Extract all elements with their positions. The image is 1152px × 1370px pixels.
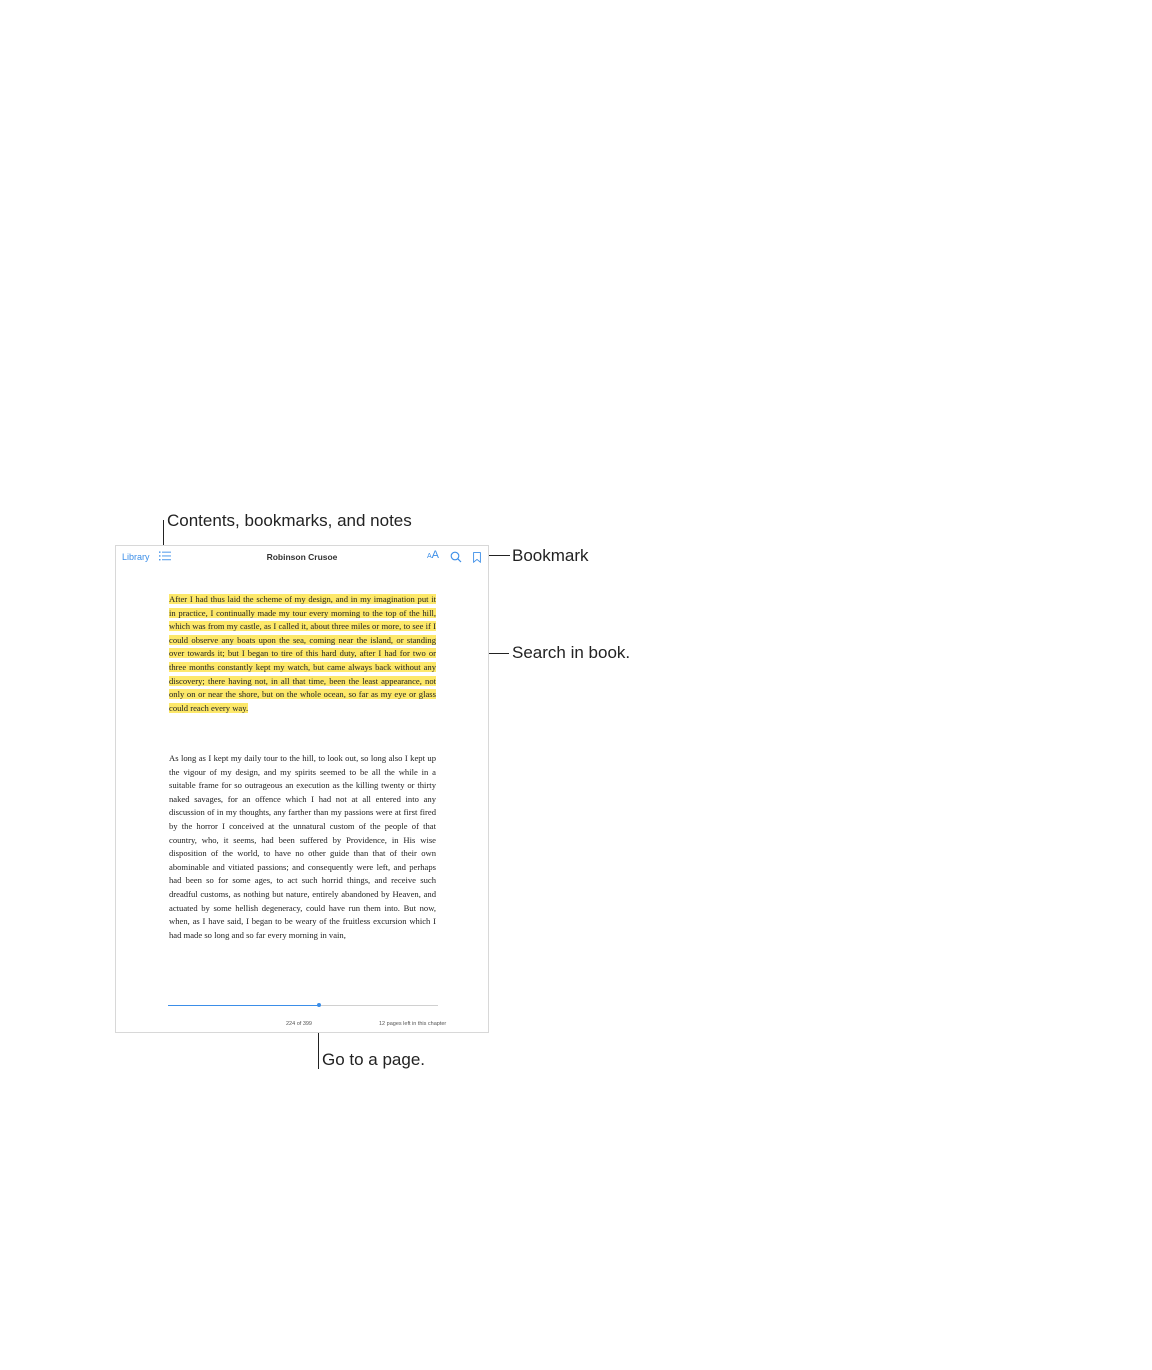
body-paragraph: As long as I kept my daily tour to the hill, to look out, so long also I kept up the vigour of my design, and my spirits seemed to be all the while in a suitable frame for so outrageous an execution as the killing twenty or thirty naked savages, for an offence which I had not at all entered into any discussion of in my thoughts, any farther than my passions were at first fired by the horror I conceived at the unnatural custom of the people of that country, who, it seems, had been suffered by Providence, in His wise disposition of the world, to have no other guide than that of their own abominable and vitiated passions; and consequently were left, and perhaps had been so for some ages, to act such horrid things, and receive such dreadful customs, as nothing but nature, entirely abandoned by Heaven, and actuated by some hellish degeneracy, could have run them into. But now, when, as I have said, I began to be weary of the fruitless excursion which I had made so long and so far every morning in vain, (169, 753, 436, 940)
contents-callout: Contents, bookmarks, and notes (167, 511, 412, 530)
highlighted-text: After I had thus laid the scheme of my design, and in my imagination put it in practice, I continually made my tour every morning to the top of the hill, which was from my castle, as I called it, about three miles or more, to see if I could observe any boats upon the sea, coming near the island, or standing over towards it; but I began to tire of this hard duty, after I had for two or three months constantly kept my watch, but came always back without any discovery; there having not, in all that time, been the least appearance, not only on or near the shore, but on the whole ocean, so far as my eye or glass could reach every way. (169, 594, 436, 713)
pages-left: 12 pages left in this chapter (379, 1021, 447, 1027)
goto-page-callout: Go to a page. (322, 1050, 426, 1069)
reader-screen (115, 545, 489, 1033)
bookmark-icon[interactable] (473, 552, 481, 563)
bookmark-callout: Bookmark (512, 546, 589, 565)
search-callout: Search in book. (512, 643, 631, 662)
page-position: 224 of 399 (286, 1021, 312, 1027)
font-large-label: A (431, 549, 440, 561)
highlighted-paragraph[interactable] (169, 593, 436, 715)
page-scrubber-fill (168, 1005, 319, 1006)
search-icon[interactable] (450, 551, 462, 563)
page-scrubber-knob[interactable] (317, 1003, 321, 1007)
font-small-label: A (427, 553, 432, 560)
font-settings-button[interactable] (427, 549, 439, 561)
page-scrubber[interactable] (168, 1005, 438, 1006)
book-title: Robinson Crusoe (266, 552, 338, 562)
library-button[interactable]: Library (122, 552, 150, 562)
